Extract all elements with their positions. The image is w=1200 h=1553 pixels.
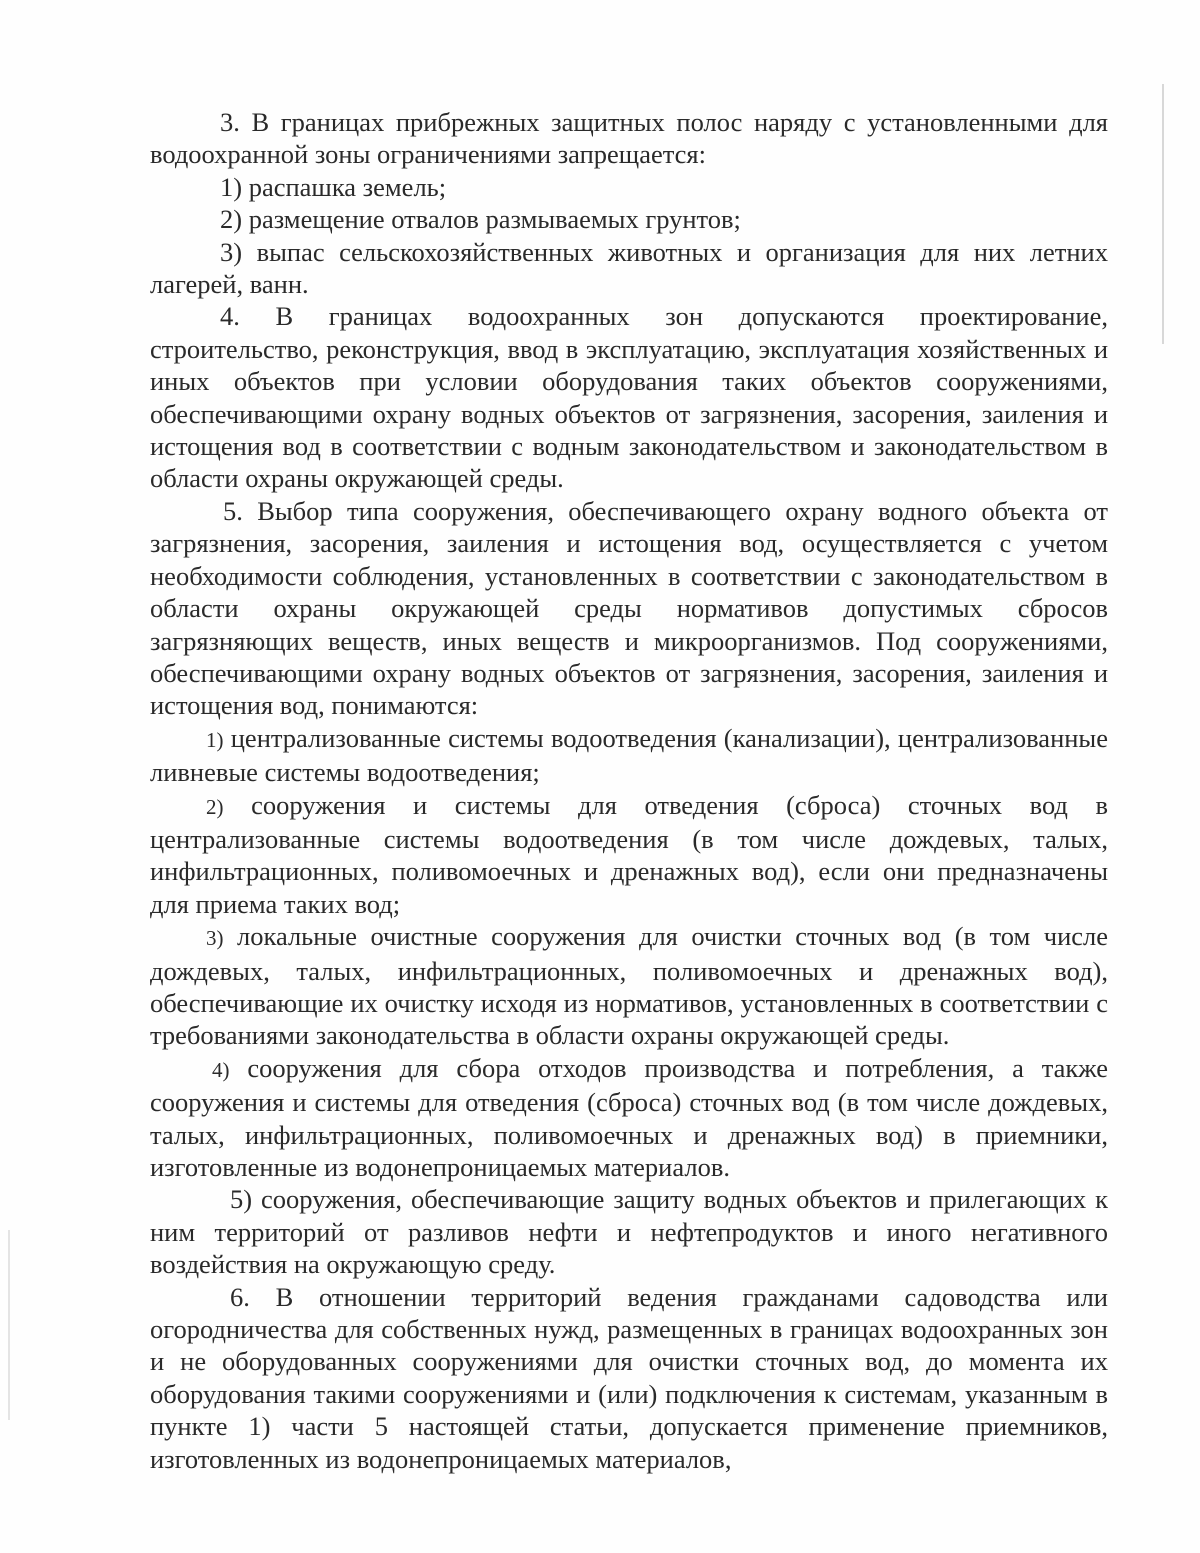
list-number: 2) xyxy=(206,794,224,819)
list-item-5-4 xyxy=(150,1052,1108,1184)
scan-edge-mark xyxy=(1162,84,1164,344)
paragraph-5: 5. Выбор типа сооружения, обеспечивающего охрану водного объекта от загрязнения, засорения, заиления и истощения вод, осуществляется с учетом необходимости соблюдения, установленных в соответствии с законодательством в области охраны окружающей среды нормативов допустимых сбросов загрязняющих веществ, иных веществ и микроорганизмов. Под сооружениями, обеспечивающими охрану водных объектов от загрязнения, засорения, заиления и истощения вод, понимаются: xyxy=(150,495,1108,721)
list-item-5-2 xyxy=(150,789,1108,921)
paragraph-3: 3. В границах прибрежных защитных полос наряду с установленными для водоохранной зоны ограничениями запрещается: xyxy=(150,107,1108,170)
list-text: сооружения для сбора отходов производства и потребления, а также сооружения и системы для отведения (сброса) сточных вод (в том числе дождевых, талых, инфильтрационных, поливомоечных и дренажных вод) в приемники, изготовленные из водонепроницаемых материалов. xyxy=(150,1052,1109,1182)
list-item-3-1: 1) распашка земель; xyxy=(220,171,447,202)
list-item-5-1 xyxy=(150,722,1108,789)
document-body xyxy=(150,106,1108,1475)
list-item-3-3: 3) выпас сельскохозяйственных животных и организация для них летних лагерей, ванн. xyxy=(150,236,1108,300)
list-item-5-3 xyxy=(150,920,1108,1052)
paragraph-6: 6. В отношении территорий ведения гражданами садоводства или огородничества для собственных нужд, размещенных в границах водоохранных зон и не оборудованных сооружениями для очистки сточных вод, до момента их оборудования такими сооружениями и (или) подключения к системам, указанным в пункте 1) части 5 настоящей статьи, допускается применение приемников, изготовленных из водонепроницаемых материалов, xyxy=(150,1281,1108,1474)
scan-edge-mark xyxy=(8,1230,10,1420)
list-number: 3) xyxy=(206,926,224,951)
list-text: локальные очистные сооружения для очистки сточных вод (в том числе дождевых, талых, инфильтрационных, поливомоечных и дренажных вод), обеспечивающие их очистку исходя из нормативов, установленных в соответствии с требованиями законодательства в области охраны окружающей среды. xyxy=(150,921,1109,1051)
list-text: централизованные системы водоотведения (канализации), централизованные ливневые системы водоотведения; xyxy=(150,722,1108,788)
list-text: сооружения и системы для отведения (сброса) сточных вод в централизованные системы водоотведения (в том числе дождевых, талых, инфильтрационных, поливомоечных и дренажных вод), если они предназначены для приема таких вод; xyxy=(150,789,1109,919)
list-number: 4) xyxy=(212,1057,230,1082)
paragraph-4: 4. В границах водоохранных зон допускаются проектирование, строительство, реконструкция, ввод в эксплуатацию, эксплуатация хозяйственных и иных объектов при условии оборудования таких объектов сооружениями, обеспечивающими охрану водных объектов от загрязнения, засорения, заиления и истощения вод в соответствии с водным законодательством и законодательством в области охраны окружающей среды. xyxy=(150,301,1108,494)
list-item-5-5: 5) сооружения, обеспечивающие защиту водных объектов и прилегающих к ним территорий от разливов нефти и нефтепродуктов и иного негативного воздействия на окружающую среду. xyxy=(150,1184,1108,1280)
list-number: 1) xyxy=(206,727,224,752)
list-item-3-2: 2) размещение отвалов размываемых грунтов; xyxy=(220,204,741,235)
